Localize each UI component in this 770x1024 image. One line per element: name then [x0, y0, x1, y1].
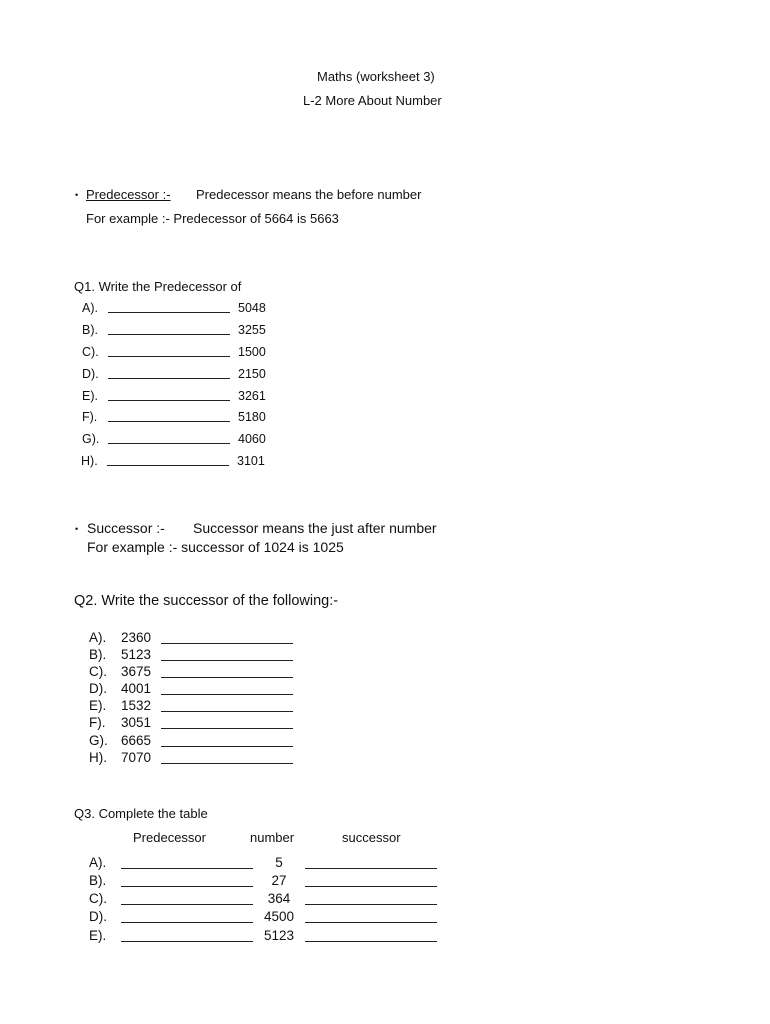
q1-answer-blank[interactable] [108, 323, 230, 335]
q3-predecessor-blank[interactable] [121, 855, 253, 869]
q2-heading: Q2. Write the successor of the following:- [74, 593, 339, 609]
successor-definition: Successor means the just after number [193, 520, 437, 536]
q2-answer-blank[interactable] [161, 664, 293, 678]
q1-item-value: 2150 [238, 367, 266, 381]
q3-row-number: 4500 [263, 909, 295, 924]
q1-item-value: 3261 [238, 389, 266, 403]
q1-item-value: 3255 [238, 323, 266, 337]
q3-predecessor-blank[interactable] [121, 928, 253, 942]
q2-item-label: D). [89, 681, 107, 696]
q3-row-number: 27 [271, 873, 287, 888]
q2-item-label: E). [89, 698, 107, 713]
q3-successor-blank[interactable] [305, 855, 437, 869]
q3-predecessor-blank[interactable] [121, 909, 253, 923]
q3-successor-blank[interactable] [305, 873, 437, 887]
q2-item-label: B). [89, 647, 107, 662]
q3-successor-blank[interactable] [305, 928, 437, 942]
q2-item-label: H). [89, 750, 107, 765]
q3-successor-blank[interactable] [305, 891, 437, 905]
successor-bullet: • [75, 524, 79, 534]
worksheet-title: Maths (worksheet 3) [317, 69, 435, 84]
q2-answer-blank[interactable] [161, 750, 293, 764]
predecessor-term: Predecessor :- [86, 187, 171, 202]
q2-item-label: C). [89, 664, 107, 679]
q2-item-value: 2360 [121, 630, 152, 645]
q1-item-label: E). [82, 389, 98, 403]
q3-row-label: D). [89, 909, 107, 924]
q1-item-label: D). [82, 367, 99, 381]
q2-item-value: 6665 [121, 733, 152, 748]
q2-answer-blank[interactable] [161, 630, 293, 644]
q2-answer-blank[interactable] [161, 698, 293, 712]
predecessor-bullet: • [75, 190, 79, 200]
successor-term: Successor :- [87, 520, 165, 536]
q3-row-label: A). [89, 855, 107, 870]
q1-item-label: B). [82, 323, 98, 337]
q3-row-number: 364 [267, 891, 291, 906]
worksheet-subtitle: L-2 More About Number [303, 93, 442, 108]
predecessor-example: For example :- Predecessor of 5664 is 5663 [86, 211, 339, 226]
predecessor-definition: Predecessor means the before number [196, 187, 422, 202]
q1-answer-blank[interactable] [108, 367, 230, 379]
successor-example: For example :- successor of 1024 is 1025 [87, 539, 344, 555]
q2-answer-blank[interactable] [161, 715, 293, 729]
q2-answer-blank[interactable] [161, 647, 293, 661]
q1-item-value: 1500 [238, 345, 266, 359]
q2-item-value: 3051 [121, 715, 152, 730]
q1-answer-blank[interactable] [108, 389, 230, 401]
q2-answer-blank[interactable] [161, 733, 293, 747]
q3-col-number: number [250, 830, 295, 845]
q1-answer-blank[interactable] [108, 301, 230, 313]
q3-col-predecessor: Predecessor [133, 830, 206, 845]
q1-item-label: G). [82, 432, 100, 446]
q1-answer-blank[interactable] [107, 454, 229, 466]
q1-answer-blank[interactable] [108, 345, 230, 357]
q1-item-label: F). [82, 410, 98, 424]
q2-item-label: F). [89, 715, 106, 730]
q3-row-label: C). [89, 891, 107, 906]
q2-item-label: A). [89, 630, 107, 645]
q1-item-label: H). [81, 454, 98, 468]
q3-col-successor: successor [342, 830, 401, 845]
q3-row-number: 5123 [263, 928, 295, 943]
q1-item-label: C). [82, 345, 99, 359]
q3-row-label: E). [89, 928, 107, 943]
q1-item-label: A). [82, 301, 98, 315]
q3-heading: Q3. Complete the table [74, 806, 208, 821]
q1-item-value: 4060 [238, 432, 266, 446]
q2-item-value: 5123 [121, 647, 152, 662]
q1-heading: Q1. Write the Predecessor of [74, 279, 242, 294]
q3-predecessor-blank[interactable] [121, 873, 253, 887]
q2-item-value: 1532 [121, 698, 152, 713]
q1-item-value: 3101 [237, 454, 265, 468]
q2-item-value: 7070 [121, 750, 152, 765]
q2-item-label: G). [89, 733, 108, 748]
q2-item-value: 3675 [121, 664, 152, 679]
q3-predecessor-blank[interactable] [121, 891, 253, 905]
q2-item-value: 4001 [121, 681, 152, 696]
q3-row-label: B). [89, 873, 107, 888]
q3-row-number: 5 [275, 855, 283, 870]
q1-answer-blank[interactable] [108, 432, 230, 444]
q2-answer-blank[interactable] [161, 681, 293, 695]
q1-item-value: 5048 [238, 301, 266, 315]
q3-successor-blank[interactable] [305, 909, 437, 923]
q1-answer-blank[interactable] [108, 410, 230, 422]
q1-item-value: 5180 [238, 410, 266, 424]
